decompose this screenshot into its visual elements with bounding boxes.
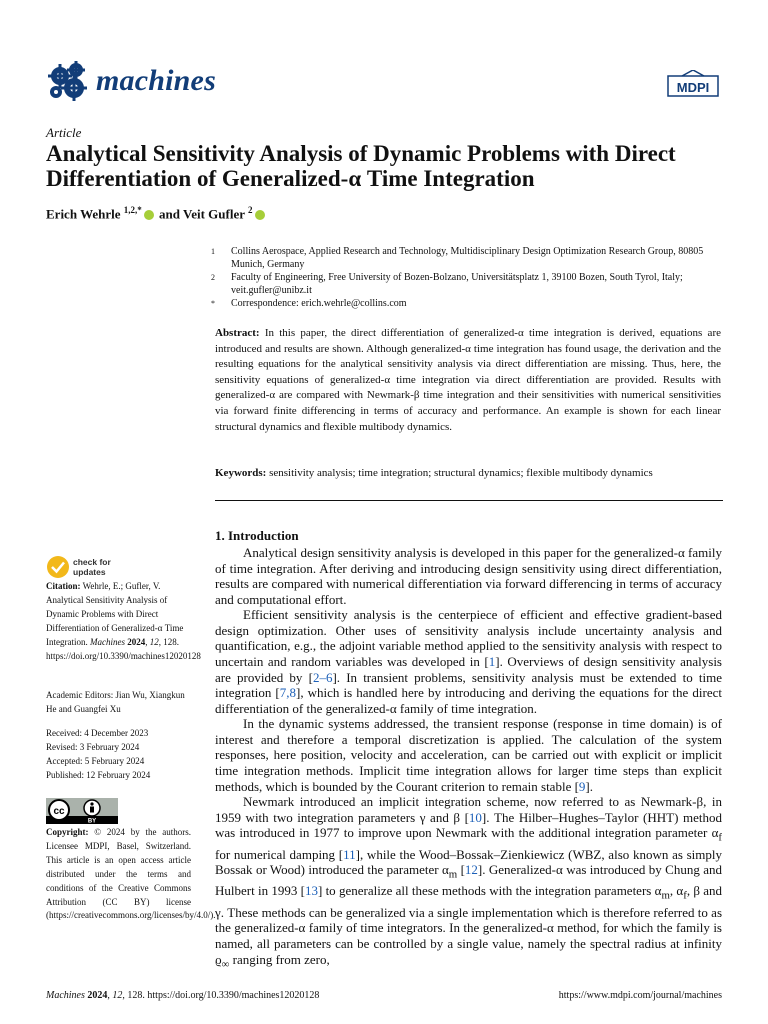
author-list (46, 205, 267, 222)
author-name: Veit Gufler (183, 206, 245, 222)
abstract (215, 326, 721, 435)
reference-link[interactable]: 1 (488, 653, 496, 669)
affiliation: 1 Collins Aerospace, Applied Research and Technology, Multidisciplinary Design Optimization Research Group, 80805 Munich, Germany (211, 246, 704, 270)
gears-logo-icon (46, 58, 92, 104)
check-for-updates-icon[interactable] (46, 555, 146, 579)
correspondence: * Correspondence: erich.wehrle@collins.com (211, 298, 407, 309)
check-updates-line-1: check for (73, 557, 111, 567)
reference-link[interactable]: 11 (343, 846, 356, 862)
abstract-text: In this paper, the direct differentiation of generalized-α time integration is derived, equations are introduced and results are shown. Although generalized-α time integration has found usage, the derivation and the resulting equations for the analytical sensitivity analysis via direct differentiation are missing. Thus, here, the sensitivity equations of generalized-α time integration via direct differentiation are provided. Results with generalized-α are compared with Newmark-β time integration and their sensitivities with numerical sensitivities via forward finite differencing in terms of accuracy and performance. An example is shown for each linear structural dynamics and flexible multibody dynamics. (215, 327, 721, 433)
intro-paragraph-1: Analytical design sensitivity analysis is developed in this paper for the generalized-α family of time integration. After deriving and introducing design sensitivity using direct differentiation, results are compared with numerical differentiation via forward differencing in terms of accuracy and computational effort. (215, 545, 722, 607)
author-affiliation-marker: 2 (248, 205, 253, 215)
abstract-label: Abstract: (215, 327, 260, 339)
orcid-icon[interactable] (255, 210, 265, 220)
affiliation: 2 Faculty of Engineering, Free University of Bozen-Bolzano, Universitätsplatz 1, 39100 Bozen, South Tyrol, Italy; veit.gufler@unibz.it (211, 272, 683, 296)
cc-by-label: BY (87, 818, 97, 824)
reference-link[interactable]: 9 (578, 778, 586, 794)
publisher-name: MDPI (676, 80, 710, 95)
reference-link[interactable]: 10 (468, 809, 482, 825)
article-type: Article (46, 125, 82, 140)
reference-link[interactable]: 2–6 (312, 669, 333, 685)
footer-citation: Machines 2024, 12, 128. https://doi.org/10.3390/machines12020128 (46, 990, 320, 1001)
reference-link[interactable]: 7,8 (279, 685, 296, 701)
section-divider (215, 500, 723, 501)
citation: Citation: Wehrle, E.; Gufler, V. Analytical Sensitivity Analysis of Dynamic Problems with Direct Differentiation of Generalized-α Time Integration. Machines 2024, 12, 128. https://doi.org/10.3390/machines12020128 (46, 581, 201, 661)
intro-paragraph-4: Newmark introduced an implicit integration scheme, now referred to as Newmark-β, in 1959 with two integration parameters γ and β [10]. The Hilber–Hughes–Taylor (HHT) method was introduced in 1977 to improve upon Newmark with the additional integration parameter $\alpha_f$ for numerical damping [11], while the Wood–Bossak–Zienkiewicz (WBZ, also known as simply Bossak or Wood) introduced the parameter $\alpha_m$ [12]. Generalized-α was introduced by Chung and Hulbert in 1993 [13] to generalize all these methods with the integration parameters $\alpha_m$, $\alpha_f$, β and γ. These methods can be generalized via a single implementation which is therefore referred to as the generalized-α family of time integrators. In the generalized-α method, for which the family is named, all parameters can be controlled by a single value, namely the spectral radius at infinity $ϱ_\infty$ ranging from zero, (215, 794, 723, 971)
article-title: Analytical Sensitivity Analysis of Dynamic Problems with Direct Differentiation of Generalized-α Time Integration (46, 141, 676, 191)
intro-paragraph-3: In the dynamic systems addressed, the transient response (response in time domain) is of interest and therefore a temporal discretization is applied. The calculation of the system responses, here position, velocity and acceleration, can be carried out with explicit or implicit time integration methods. Implicit time integration allows for larger time steps than explicit methods, which is bounded by the Courant criterion to remain stable [9]. (215, 716, 722, 794)
keywords (215, 467, 721, 479)
section-heading: 1. Introduction (215, 528, 299, 543)
mdpi-logo-icon (662, 70, 724, 100)
reference-link[interactable]: 13 (304, 883, 318, 899)
keywords-text: sensitivity analysis; time integration; structural dynamics; flexible multibody dynamics (269, 467, 653, 479)
intro-paragraph-2: Efficient sensitivity analysis is the centerpiece of efficient and effective gradient-based design optimization. Other uses of sensitivity analysis include uncertainty analysis and quantification, e.g., the adjoint variable method applied to the sensitivity analysis with respect to uncertain and random variables was developed in [1]. Overviews of design sensitivity analysis are provided by [2–6]. In transient problems, sensitivity analysis must be extended to time integration [7,8], which is handled here by introducing and deriving the equations for the direct differentiation of the generalized-α family of time integration. (215, 607, 722, 716)
author-name: Erich Wehrle (46, 206, 121, 222)
footer-journal-url[interactable]: https://www.mdpi.com/journal/machines (558, 990, 722, 1001)
journal-name: machines (96, 64, 216, 97)
author-joiner: and (159, 206, 180, 222)
svg-text:cc: cc (53, 806, 65, 817)
orcid-icon[interactable] (144, 210, 154, 220)
reference-link[interactable]: 12 (464, 862, 478, 878)
copyright: Copyright: © 2024 by the authors. Licensee MDPI, Basel, Switzerland. This article is an open access article distributed under the terms and conditions of the Creative Commons Attribution (CC BY) license (https://creativecommons.org/licenses/by/4.0/). (46, 827, 216, 921)
cc-by-license-icon[interactable] (46, 798, 118, 824)
check-updates-line-2: updates (73, 567, 106, 577)
publication-dates: Received: 4 December 2023 Revised: 3 February 2024 Accepted: 5 February 2024 Published: 12 February 2024 (46, 728, 151, 780)
academic-editors: Academic Editors: Jian Wu, Xiangkun He and Guangfei Xu (46, 690, 185, 714)
keywords-label: Keywords: (215, 467, 267, 479)
author-affiliation-marker: 1,2,* (123, 205, 142, 215)
